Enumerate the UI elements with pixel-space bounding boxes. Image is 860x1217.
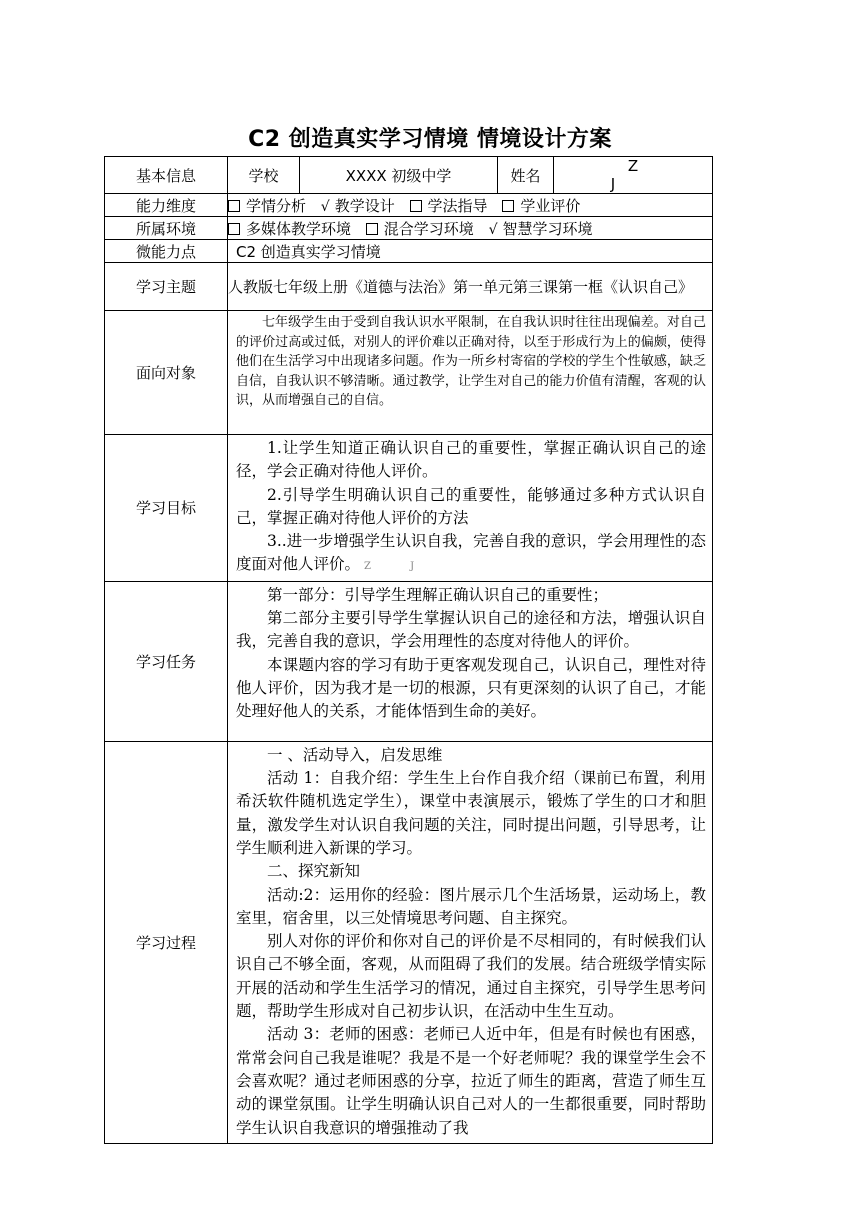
checkmark-icon: √: [320, 198, 330, 215]
row-audience: [105, 311, 713, 435]
micro-value: C2 创造真实学习情境: [228, 240, 713, 263]
process-item: 别人对你的评价和你对自己的评价是不尽相同的，有时候我们认识自己不够全面，客观，从而阻碍了我们的发展。结合班级学情实际开展的活动和学生生活学习的情况，通过自主探究，引导学生思考问题，帮助学生形成对自己初步认识，在活动中生生互动。: [236, 932, 706, 1021]
ability-options: [228, 194, 713, 217]
process-item: 活动 3：老师的困惑：老师已人近中年，但是有时候也有困惑，常常会问自己我是谁呢？我是不是一个好老师呢？我的课堂学生会不会喜欢呢？通过老师困惑的分享，拉近了师生的距离，营造了师生互动的课堂氛围。让学生明确认识自己对人的一生都很重要，同时帮助学生认识自我意识的增强推动了我: [236, 1025, 706, 1137]
process-item: 一 、活动导入，启发思维: [267, 745, 443, 764]
row-micro-ability: [105, 240, 713, 263]
topic-label: 学习主题: [105, 263, 228, 311]
environment-options: [228, 217, 713, 240]
option-xueye[interactable]: 学业评价: [502, 197, 580, 215]
process-item: 活动:2：运用你的经验：图片展示几个生活场景，运动场上，教室里，宿舍里，以三处情境思考问题、自主探究。: [236, 885, 706, 927]
environment-label: 所属环境: [105, 217, 228, 240]
option-jiaoxue[interactable]: √ 教学设计: [320, 196, 395, 215]
audience-text: 七年级学生由于受到自我认识水平限制，在自我认识时往往出现偏差。对自己的评价过高或过低，对别人的评价难以正确对待，以至于形成行为上的偏颇，使得他们在生活学习中出现诸多问题。作为一所乡村寄宿的学校的学生个性敏感，缺乏自信，自我认识不够清晰。通过教学，让学生对自己的能力价值有清醒，客观的认识，从而增强自己的自信。: [236, 315, 706, 408]
process-item: 二、探究新知: [267, 862, 361, 881]
option-mixed[interactable]: 混合学习环境: [366, 220, 474, 238]
basic-info-label: 基本信息: [105, 157, 228, 194]
ability-label: 能力维度: [105, 194, 228, 217]
process-label: 学习过程: [105, 741, 228, 1143]
goal-item: 2.引导学生明确认识自己的重要性，能够通过多种方式认识自己，掌握正确对待他人评价的方法: [236, 485, 706, 527]
micro-label: 微能力点: [105, 240, 228, 263]
school-label: 学校: [228, 157, 300, 194]
process-item: 活动 1：自我介绍：学生生上台作自我介绍（课前已布置，利用希沃软件随机选定学生），课堂中表演展示，锻炼了学生的口才和胆量，激发学生对认识自我问题的关注，同时提出问题，引导思考，让学生顺利进入新课的学习。: [236, 769, 706, 857]
option-xuefa[interactable]: 学法指导: [410, 197, 488, 215]
goals-cell: [228, 435, 713, 582]
goal-item: 3..进一步增强学生认识自我，完善自我的意识，学会用理性的态度面对他人评价。 Z J: [236, 532, 706, 574]
document-title: C2 创造真实学习情境 情境设计方案: [248, 127, 612, 152]
school-value: XXXX 初级中学: [300, 157, 498, 194]
process-cell: [228, 741, 713, 1143]
watermark-mark: Z J: [364, 561, 433, 573]
checkbox-empty-icon: [228, 223, 240, 235]
topic-value: 人教版七年级上册《道德与法治》第一单元第三课第一框《认识自己》: [228, 263, 713, 311]
row-process: [105, 741, 713, 1143]
row-tasks: [105, 581, 713, 741]
task-item: 第二部分主要引导学生掌握认识自己的途径和方法，增强认识自我，完善自我的意识，学会用理性的态度对待他人的评价。: [236, 609, 706, 651]
task-item: 第一部分：引导学生理解正确认识自己的重要性；: [267, 585, 609, 604]
tasks-label: 学习任务: [105, 581, 228, 741]
row-ability: [105, 194, 713, 217]
design-plan-table: [104, 156, 713, 1144]
option-xueqing[interactable]: 学情分析: [228, 197, 306, 215]
checkmark-icon: √: [488, 221, 498, 238]
checkbox-empty-icon: [228, 200, 240, 212]
name-label: 姓名: [498, 157, 554, 194]
checkbox-empty-icon: [366, 223, 378, 235]
checkbox-empty-icon: [410, 200, 422, 212]
row-goals: [105, 435, 713, 582]
row-topic: [105, 263, 713, 311]
row-basic-info: [105, 157, 713, 194]
goals-label: 学习目标: [105, 435, 228, 582]
tasks-cell: [228, 581, 713, 741]
option-multimedia[interactable]: 多媒体教学环境: [228, 220, 351, 238]
goal-item: 1.让学生知道正确认识自己的重要性，掌握正确认识自己的途径，学会正确对待他人评价。: [236, 439, 706, 481]
audience-label: 面向对象: [105, 311, 228, 435]
task-item: 本课题内容的学习有助于更客观发现自己，认识自己，理性对待他人评价，因为我才是一切的根源，只有更深刻的认识了自己，才能处理好他人的关系，才能体悟到生命的美好。: [236, 655, 706, 721]
name-value: Z J: [554, 157, 713, 194]
row-environment: [105, 217, 713, 240]
audience-cell: [228, 311, 713, 435]
option-smart[interactable]: √ 智慧学习环境: [488, 219, 593, 238]
checkbox-empty-icon: [502, 200, 514, 212]
